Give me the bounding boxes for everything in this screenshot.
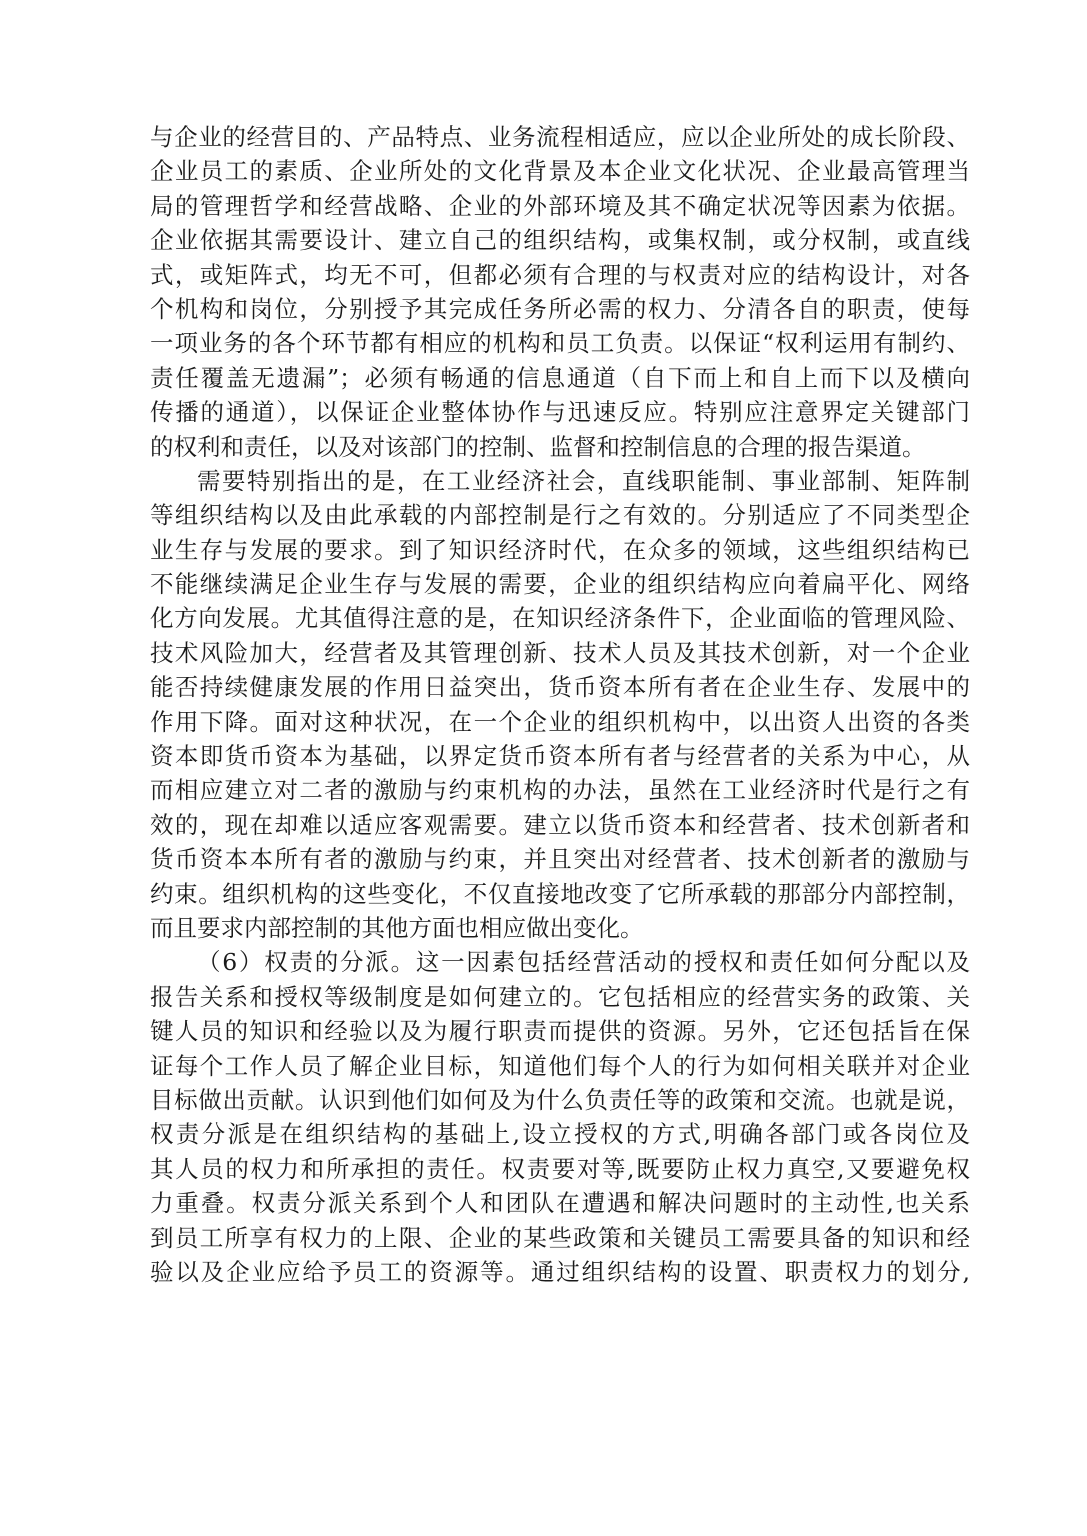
text-line: 的权利和责任，以及对该部门的控制、监督和控制信息的合理的报告渠道。 (150, 432, 926, 461)
text-line: 到员工所享有权力的上限、企业的某些政策和关键员工需要具备的知识和经 (150, 1223, 970, 1252)
paragraph-2 (150, 464, 970, 945)
text-line: 业生存与发展的要求。到了知识经济时代，在众多的领域，这些组织结构已 (150, 535, 970, 564)
text-line: 而且要求内部控制的其他方面也相应做出变化。 (150, 913, 644, 942)
text-line: 化方向发展。尤其值得注意的是，在知识经济条件下，企业面临的管理风险、 (150, 604, 970, 633)
text-line: 目标做出贡献。认识到他们如何及为什么负责任等的政策和交流。也就是说， (150, 1085, 970, 1114)
text-line: 其人员的权力和所承担的责任。权责要对等,既要防止权力真空,又要避免权 (150, 1154, 970, 1183)
text-line: 企业依据其需要设计、建立自己的组织结构，或集权制，或分权制，或直线 (150, 226, 970, 255)
text-line: 而相应建立对二者的激励与约束机构的办法，虽然在工业经济时代是行之有 (150, 776, 970, 805)
text-line: 责任覆盖无遗漏”；必须有畅通的信息通道（自下而上和自上而下以及横向 (150, 363, 970, 392)
paragraph-1 (150, 120, 970, 464)
text-line: 力重叠。权责分派关系到个人和团队在遭遇和解决问题时的主动性,也关系 (150, 1189, 970, 1218)
text-line: 键人员的知识和经验以及为履行职责而提供的资源。另外，它还包括旨在保 (150, 1017, 970, 1046)
text-line: 证每个工作人员了解企业目标，知道他们每个人的行为如何相关联并对企业 (150, 1051, 970, 1080)
text-line: 与企业的经营目的、产品特点、业务流程相适应，应以企业所处的成长阶段、 (150, 123, 970, 151)
text-line: 传播的通道），以保证企业整体协作与迅速反应。特别应注意界定关键部门 (150, 398, 970, 427)
text-line: 局的管理哲学和经营战略、企业的外部环境及其不确定状况等因素为依据。 (150, 191, 970, 220)
text-line: 企业员工的素质、企业所处的文化背景及本企业文化状况、企业最高管理当 (150, 157, 970, 186)
text-line: 约束。组织机构的这些变化，不仅直接地改变了它所承载的那部分内部控制， (150, 879, 970, 908)
text-line: 一项业务的各个环节都有相应的机构和员工负责。以保证“权利运用有制约、 (150, 329, 970, 358)
text-line: 不能继续满足企业生存与发展的需要，企业的组织结构应向着扁平化、网络 (150, 570, 970, 599)
text-line: 个机构和岗位，分别授予其完成任务所必需的权力、分清各自的职责，使每 (150, 294, 970, 323)
text-line: 货币资本本所有者的激励与约束，并且突出对经营者、技术创新者的激励与 (150, 845, 970, 874)
text-line: 式，或矩阵式，均无不可，但都必须有合理的与权责对应的结构设计，对各 (150, 260, 970, 289)
text-line: 验以及企业应给予员工的资源等。通过组织结构的设置、职责权力的划分, (150, 1257, 970, 1286)
text-line: 资本即货币资本为基础，以界定货币资本所有者与经营者的关系为中心，从 (150, 742, 970, 771)
text-line: 权责分派是在组织结构的基础上,设立授权的方式,明确各部门或各岗位及 (150, 1120, 970, 1149)
text-line: 技术风险加大，经营者及其管理创新、技术人员及其技术创新，对一个企业 (150, 638, 970, 667)
body-text (150, 120, 970, 1289)
text-line: （6）权责的分派。这一因素包括经营活动的授权和责任如何分配以及 (197, 948, 970, 977)
text-line: 作用下降。面对这种状况，在一个企业的组织机构中，以出资人出资的各类 (150, 707, 970, 736)
text-line: 效的，现在却难以适应客观需要。建立以货币资本和经营者、技术创新者和 (150, 810, 970, 839)
text-line: 需要特别指出的是，在工业经济社会，直线职能制、事业部制、矩阵制 (197, 466, 970, 495)
text-line: 报告关系和授权等级制度是如何建立的。它包括相应的经营实务的政策、关 (150, 982, 970, 1011)
paragraph-3 (150, 945, 970, 1289)
text-line: 等组织结构以及由此承载的内部控制是行之有效的。分别适应了不同类型企 (150, 501, 970, 530)
text-line: 能否持续健康发展的作用日益突出，货币资本所有者在企业生存、发展中的 (150, 673, 970, 702)
